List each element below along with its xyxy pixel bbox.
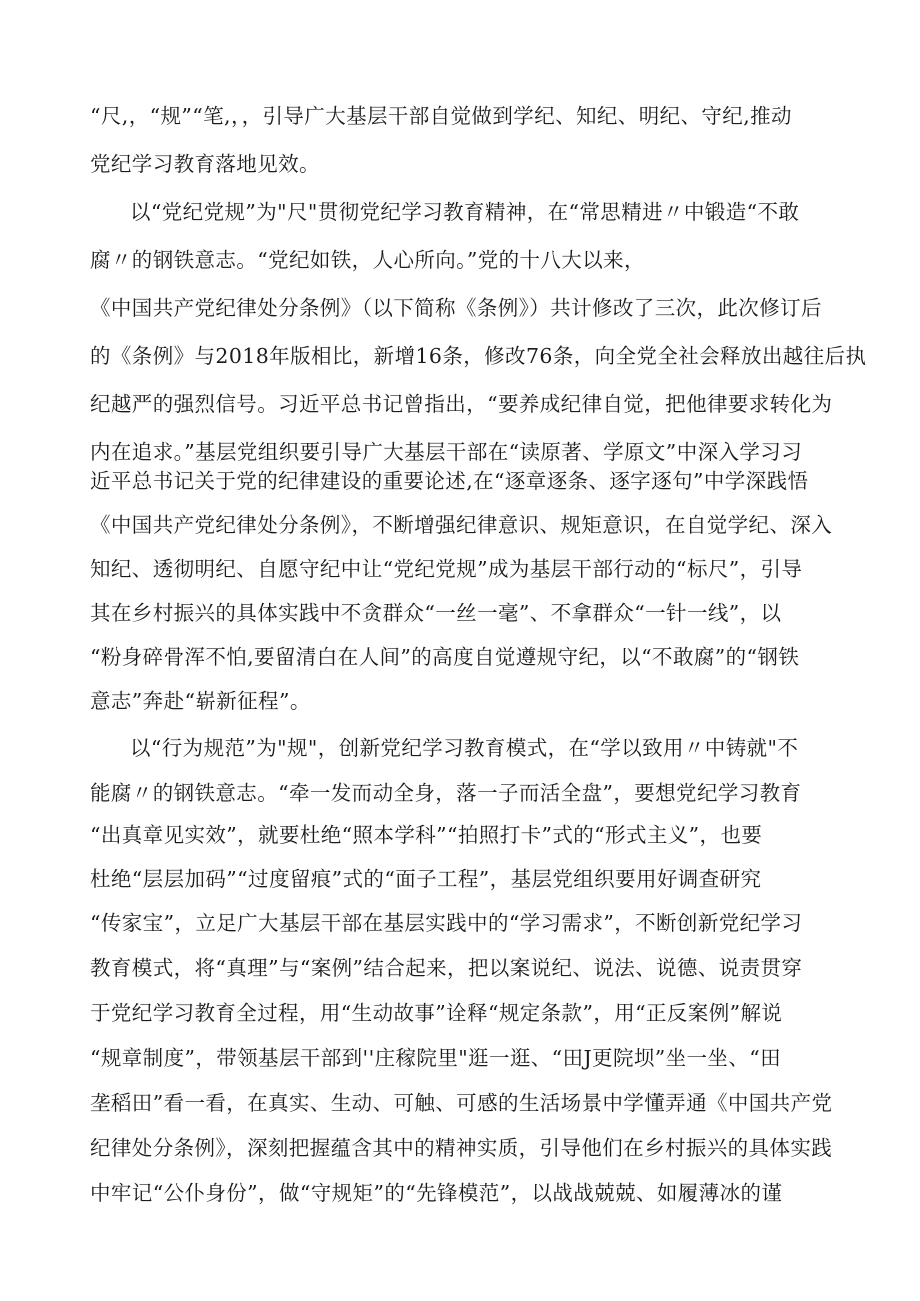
text-line: 《中国共产党纪律处分条例》，不断增强纪律意识、规矩意识，在自觉学纪、深入 [90, 513, 833, 537]
text-line: 意志”奔赴“崭新征程”。 [90, 689, 311, 713]
paragraph-start-line: 以“行为规范”为"规"，创新党纪学习教育模式，在“学以致用〃中铸就"不 [130, 736, 799, 760]
text-line: 能腐〃的钢铁意志。“牵一发而动全身，落一子而活全盘”，要想党纪学习教育 [90, 781, 802, 805]
text-line: 《中国共产党纪律处分条例》（以下简称《条例》）共计修改了三次，此次修订后 [90, 296, 822, 320]
text-line: 腐〃的钢铁意志。“党纪如铁，人心所向。”党的十八大以来， [90, 248, 645, 272]
text-line: 杜绝“层层加码”“过度留痕”式的“面子工程”，基层党组织要用好调查研究 [90, 867, 762, 891]
text-line: 的《条例》与2018年版相比，新增16条，修改76条，向全党全社会释放出越往后执 [90, 344, 867, 368]
text-line: 党纪学习教育落地见效。 [90, 152, 320, 176]
text-line: 中牢记“公仆身份”，做“守规矩”的“先锋模范”，以战战兢兢、如履薄冰的谨 [90, 1181, 783, 1205]
text-line: 知纪、透彻明纪、自愿守纪中让“党纪党规”成为基层干部行动的“标尺”，引导 [90, 557, 803, 581]
text-line: 其在乡村振兴的具体实践中不贪群众“一丝一毫”、不拿群众“一针一线”，以 [90, 601, 782, 625]
text-line: “传家宝”，立足广大基层干部在基层实践中的“学习需求”，不断创新党纪学习 [90, 911, 803, 935]
text-line: 教育模式，将“真理”与“案例”结合起来，把以案说纪、说法、说德、说责贯穿 [90, 956, 803, 980]
text-line: “尺,，“规”“笔,，，引导广大基层干部自觉做到学纪、知纪、明纪、守纪,推动 [90, 104, 792, 128]
text-line: “粉身碎骨浑不怕,要留清白在人间”的高度自觉遵规守纪，以“不敢腐”的“钢铁 [90, 645, 800, 669]
text-line: “出真章见实效”，就要杜绝“照本学科”“拍照打卡”式的“形式主义”，也要 [90, 823, 763, 847]
text-line: 纪越严的强烈信号。习近平总书记曾指出，“要养成纪律自觉，把他律要求转化为 [90, 392, 833, 416]
text-line: 近平总书记关于党的纪律建设的重要论述,在“逐章逐条、逐字逐句”中学深践悟 [90, 469, 809, 493]
text-line: 内在追求。”基层党组织要引导广大基层干部在“读原著、学原文”中深入学习习 [90, 440, 803, 464]
paragraph-start-line: 以“党纪党规”为"尺"贯彻党纪学习教育精神，在“常思精进〃中锻造“不敢 [130, 200, 800, 224]
text-line: 垄稻田”看一看，在真实、生动、可触、可感的生活场景中学懂弄通《中国共产党 [90, 1091, 833, 1115]
text-line: 纪律处分条例》，深刻把握蕴含其中的精神实质，引导他们在乡村振兴的具体实践 [90, 1136, 833, 1160]
text-line: “规章制度”，带领基层干部到''庄稼院里"逛一逛、“田J更院坝”坐一坐、“田 [90, 1046, 782, 1070]
text-line: 于党纪学习教育全过程，用“生动故事”诠释“规定条款”，用“正反案例”解说 [90, 1001, 783, 1025]
